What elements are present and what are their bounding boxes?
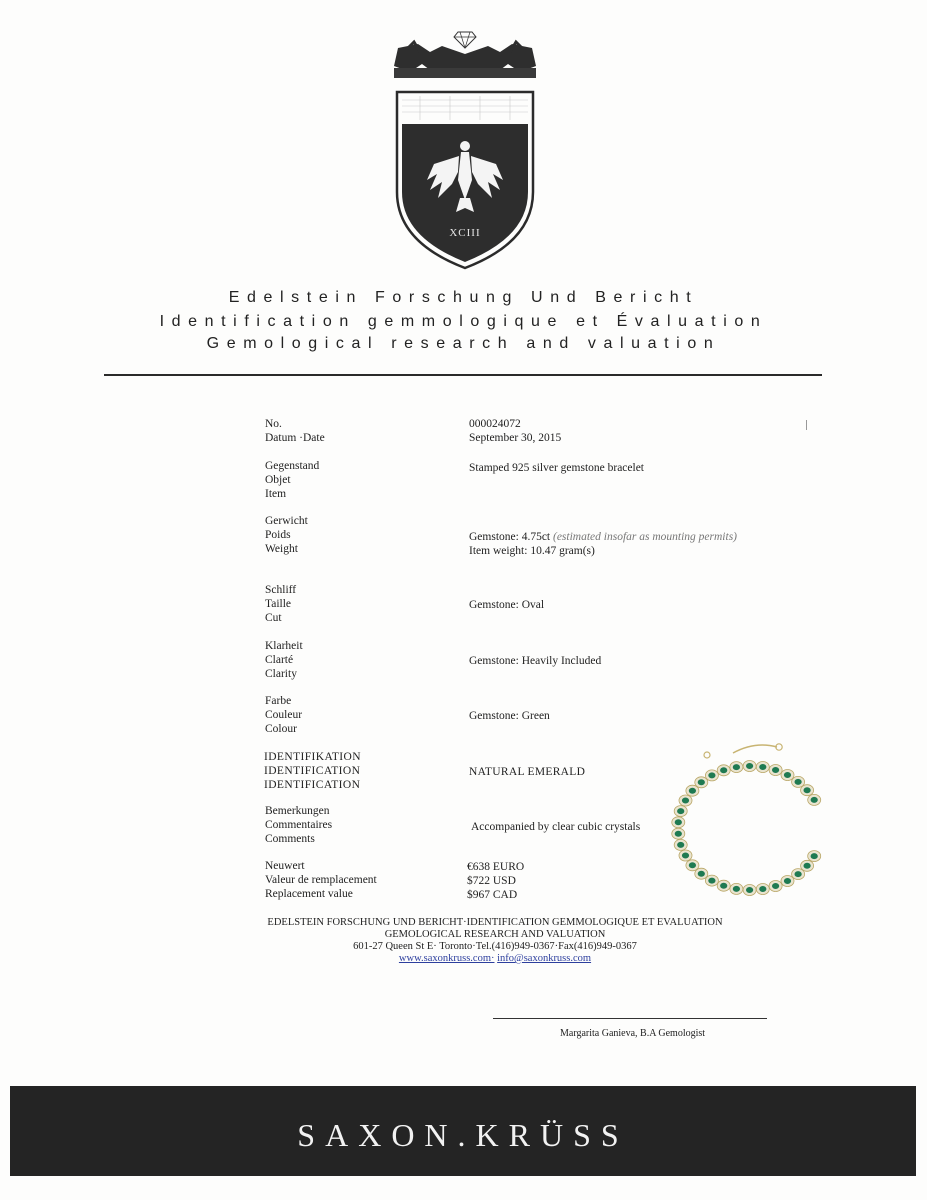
bracelet-photo	[655, 733, 845, 898]
bracelet-emerald-stone	[682, 853, 689, 859]
bracelet-emerald-stone	[708, 878, 715, 884]
comments-label-fr: Commentaires	[265, 819, 333, 831]
gem-weight-note: (estimated insofar as mounting permits)	[553, 531, 737, 543]
footer-links	[0, 953, 927, 966]
bracelet-emerald-stone	[698, 779, 705, 785]
website-link[interactable]: www.saxonkruss.com·	[398, 953, 495, 964]
identification-label-fr: IDENTIFICATION	[264, 765, 361, 777]
bracelet-emerald-stone	[682, 798, 689, 804]
heading-divider	[104, 374, 822, 376]
bracelet-emerald-stone	[784, 772, 791, 778]
comments-label-en: Comments	[265, 833, 315, 845]
number-value: 000024072	[469, 418, 521, 430]
item-label-en: Item	[265, 488, 287, 500]
brand-name: SAXON.KRÜSS	[297, 1117, 629, 1153]
heading-german: Edelstein Forschung Und Bericht	[228, 289, 699, 306]
crest-emblem	[380, 22, 550, 272]
bracelet-emerald-stone	[720, 883, 727, 889]
footer-subtitle-line: GEMOLOGICAL RESEARCH AND VALUATION	[384, 929, 606, 940]
bracelet-emerald-stone	[784, 878, 791, 884]
bracelet-emerald-stone	[759, 886, 766, 892]
identification-value: NATURAL EMERALD	[469, 766, 586, 778]
colour-label-fr: Couleur	[265, 709, 303, 721]
replacement-value-eur: €638 EURO	[467, 861, 525, 873]
date-label: Datum ·Date	[265, 432, 325, 444]
bracelet-emerald-stone	[746, 763, 753, 769]
replacement-label-de: Neuwert	[265, 860, 305, 872]
bracelet-emerald-stone	[772, 883, 779, 889]
bracelet-emerald-stone	[677, 808, 684, 814]
item-label-fr: Objet	[265, 474, 291, 486]
bracelet-emerald-stone	[675, 831, 682, 837]
bracelet-emerald-stone	[811, 797, 818, 803]
cut-value: Gemstone: Oval	[469, 599, 545, 611]
replacement-value-usd: $722 USD	[467, 875, 516, 887]
colour-value: Gemstone: Green	[469, 710, 550, 722]
colour-label-de: Farbe	[265, 695, 292, 707]
clarity-label-fr: Clarté	[265, 654, 294, 666]
bracelet-emerald-stone	[698, 871, 705, 877]
bracelet-emerald-stone	[720, 767, 727, 773]
identification-label-de: IDENTIFIKATION	[264, 751, 361, 763]
replacement-value-cad: $967 CAD	[467, 889, 518, 901]
item-weight-value: Item weight: 10.47 gram(s)	[469, 545, 595, 557]
cut-label-en: Cut	[265, 612, 282, 624]
weight-label-de: Gerwicht	[265, 515, 308, 527]
bracelet-emerald-stone	[689, 862, 696, 868]
clarity-label-en: Clarity	[265, 668, 297, 680]
cut-label-de: Schliff	[265, 584, 297, 596]
bracelet-emerald-stone	[677, 842, 684, 848]
footer-company-line: EDELSTEIN FORSCHUNG UND BERICHT·IDENTIFICATION GEMMOLOGIQUE ET EVALUATION	[267, 917, 723, 928]
bracelet-emerald-stone	[795, 871, 802, 877]
clarity-label-de: Klarheit	[265, 640, 303, 652]
weight-label-fr: Poids	[265, 529, 291, 541]
bracelet-emerald-stone	[746, 887, 753, 893]
bracelet-emerald-stone	[795, 779, 802, 785]
email-link[interactable]: info@saxonkruss.com	[497, 953, 592, 964]
clarity-value: Gemstone: Heavily Included	[469, 655, 602, 667]
replacement-label-fr: Valeur de remplacement	[265, 874, 377, 886]
date-value: September 30, 2015	[469, 432, 562, 444]
replacement-label-en: Replacement value	[265, 888, 353, 900]
heading-english: Gemological research and valuation	[206, 335, 721, 352]
item-value: Stamped 925 silver gemstone bracelet	[469, 462, 645, 474]
signature-line	[493, 1018, 767, 1019]
gem-weight-value	[469, 530, 737, 544]
cut-label-fr: Taille	[265, 598, 292, 610]
number-label: No.	[265, 418, 282, 430]
bracelet-emerald-stone	[804, 787, 811, 793]
bracelet-emerald-stone	[689, 788, 696, 794]
bracelet-emerald-stone	[804, 863, 811, 869]
bracelet-emerald-stone	[772, 767, 779, 773]
crest-numeral: XCIII	[449, 227, 481, 239]
comments-value: Accompanied by clear cubic crystals	[471, 821, 641, 833]
footer-address-line: 601-27 Queen St E· Toronto·Tel.(416)949-0367·Fax(416)949-0367	[353, 941, 637, 952]
colour-label-en: Colour	[265, 723, 297, 735]
heading-french: Identification gemmologique et Évaluation	[159, 313, 768, 330]
bracelet-emerald-stone	[675, 819, 682, 825]
weight-label-en: Weight	[265, 543, 298, 555]
brand-band	[10, 1086, 916, 1176]
item-label-de: Gegenstand	[265, 460, 320, 472]
bracelet-emerald-stone	[811, 853, 818, 859]
identification-label-en: IDENTIFICATION	[264, 779, 361, 791]
bracelet-emerald-stone	[733, 764, 740, 770]
signature-name: Margarita Ganieva, B.A Gemologist	[560, 1028, 706, 1039]
bracelet-emerald-stone	[759, 764, 766, 770]
bracelet-emerald-stone	[708, 772, 715, 778]
comments-label-de: Bemerkungen	[265, 805, 330, 817]
gem-weight: Gemstone: 4.75ct	[469, 531, 551, 543]
margin-mark	[806, 420, 807, 430]
bracelet-emerald-stone	[733, 886, 740, 892]
